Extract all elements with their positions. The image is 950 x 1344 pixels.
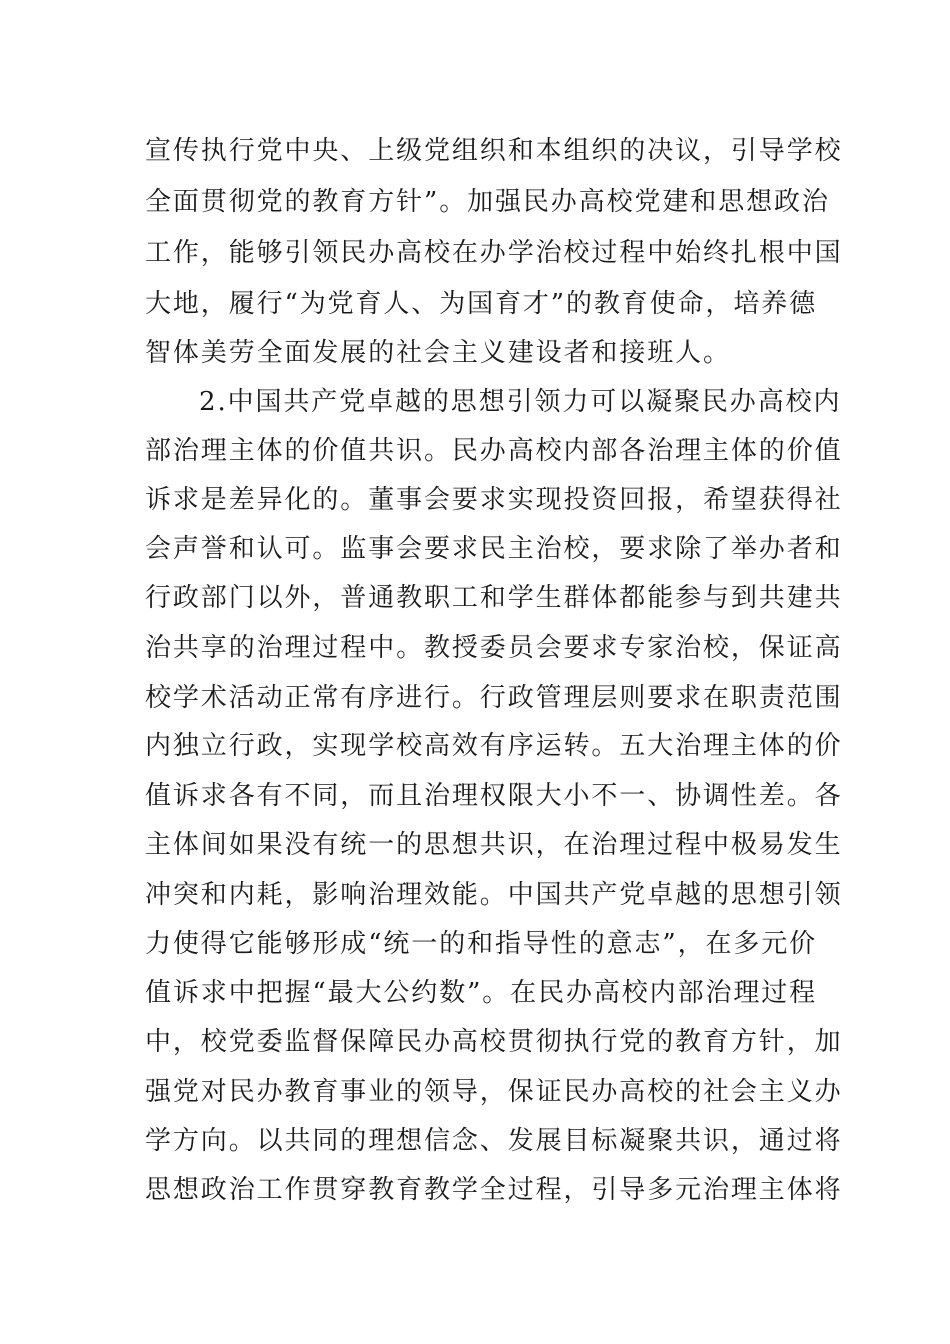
text-line: 内独立行政，实现学校高效有序运转。五大治理主体的价	[145, 731, 843, 761]
text-line: 宣传执行党中央、上级党组织和本组织的决议，引导学校	[145, 136, 843, 166]
text-line: 值诉求中把握“最大公约数”。在民办高校内部治理过程	[145, 978, 818, 1008]
text-line: 会声誉和认可。监事会要求民主治校，要求除了举办者和	[145, 534, 843, 564]
text-line: 2.中国共产党卓越的思想引领力可以凝聚民办高校内	[199, 387, 842, 417]
text-line: 冲突和内耗，影响治理效能。中国共产党卓越的思想引领	[145, 880, 843, 910]
text-line: 智体美劳全面发展的社会主义建设者和接班人。	[145, 338, 731, 368]
text-line: 大地，履行“为党育人、为国育才”的教育使命，培养德	[145, 289, 818, 319]
text-line: 行政部门以外，普通教职工和学生群体都能参与到共建共	[145, 583, 843, 613]
text-line: 力使得它能够形成“统一的和指导性的意志”，在多元价	[145, 929, 818, 959]
text-line: 学方向。以共同的理想信念、发展目标凝聚共识，通过将	[145, 1126, 843, 1156]
text-line: 全面贯彻党的教育方针”。加强民办高校党建和思想政治	[145, 187, 830, 217]
text-line: 主体间如果没有统一的思想共识，在治理过程中极易发生	[145, 830, 843, 860]
text-line: 诉求是差异化的。董事会要求实现投资回报，希望获得社	[145, 485, 843, 515]
text-line: 部治理主体的价值共识。民办高校内部各治理主体的价值	[145, 436, 843, 466]
text-line: 强党对民办教育事业的领导，保证民办高校的社会主义办	[145, 1077, 843, 1107]
text-line: 中，校党委监督保障民办高校贯彻执行党的教育方针，加	[145, 1027, 843, 1057]
text-line: 思想政治工作贯穿教育教学全过程，引导多元治理主体将	[145, 1175, 843, 1205]
text-line: 治共享的治理过程中。教授委员会要求专家治校，保证高	[145, 633, 843, 663]
text-line: 校学术活动正常有序进行。行政管理层则要求在职责范围	[145, 683, 843, 713]
text-line: 工作，能够引领民办高校在办学治校过程中始终扎根中国	[145, 238, 843, 268]
text-line: 值诉求各有不同，而且治理权限大小不一、协调性差。各	[145, 781, 843, 811]
